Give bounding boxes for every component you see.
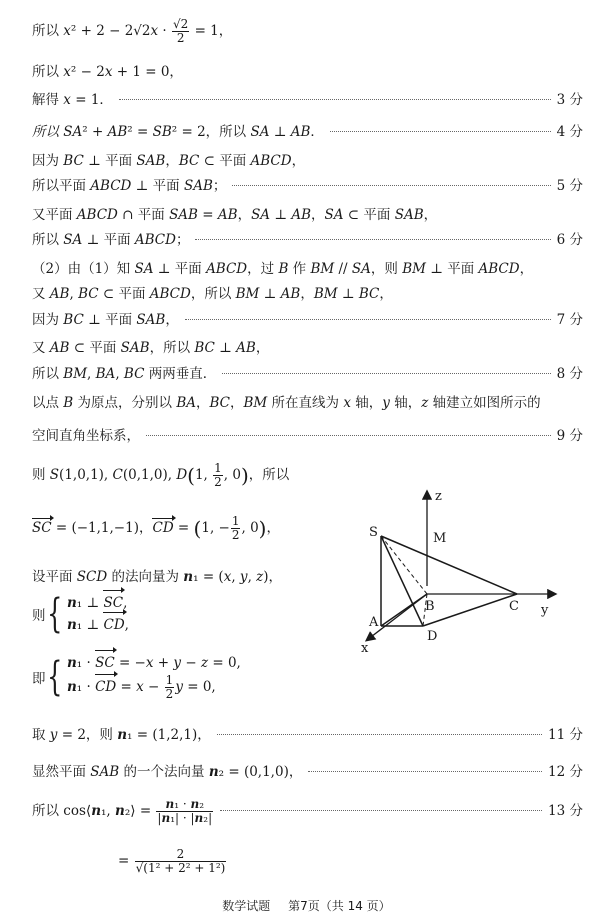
score: 12 分 — [548, 764, 583, 780]
solution-line: 所以 x² + 2 − 2√2x · $\frac{√2}{2}$ = 1， — [32, 17, 233, 45]
solution-line-scored: 取 y = 2，则 n₁ = (1,2,1)， 11 分 — [32, 723, 583, 743]
score: 4 分 — [556, 124, 583, 140]
solution-line: 设平面 SCD 的法向量为 n₁ = (x, y, z)， — [32, 569, 283, 585]
solution-line: （2）由（1）知 SA ⊥ 平面 ABCD，过 B 作 BM // SA，则 BM ⊥ 平面 ABCD， — [32, 261, 534, 277]
solution-line: 因为 BC ⊥ 平面 SAB，BC ⊂ 平面 ABCD， — [32, 153, 306, 169]
score: 13 分 — [548, 803, 583, 819]
solution-line-scored: 因为 BC ⊥ 平面 SAB， 7 分 — [32, 308, 583, 328]
label-z: z — [435, 489, 442, 504]
footer-subject: 数学试题 — [222, 899, 271, 913]
solution-line-scored: 所以 SA² + AB² = SB² = 2，所以 SA ⊥ AB． 4 分 — [32, 120, 583, 140]
solution-line-scored: 所以 cos⟨n₁, n₂⟩ = $\frac{\text{n₁ · n₂}}{\text{|n₁| · |n₂|}}$ 13 分 — [32, 797, 583, 825]
score: 9 分 — [556, 428, 583, 444]
label-C: C — [509, 599, 519, 614]
coordinate-figure — [345, 486, 575, 656]
edge-DC — [423, 594, 517, 626]
solution-line: 以点 B 为原点，分别以 BA，BC，BM 所在直线为 x 轴，y 轴，z 轴建立如图所示的 — [32, 395, 541, 411]
score: 3 分 — [556, 92, 583, 108]
solution-line: 所以 x² − 2x + 1 = 0， — [32, 64, 183, 80]
label-A: A — [369, 615, 379, 630]
solution-line: 则 S(1,0,1), C(0,1,0), D(1, $\frac{1}{2}$ , 0)，所以 — [32, 461, 290, 489]
solution-line-scored: 所以平面 ABCD ⊥ 平面 SAB； 5 分 — [32, 174, 583, 194]
solution-line: SC = (−1,1,−1)，CD = (1, − $\frac{1}{2}$ , 0)， — [32, 514, 280, 542]
solution-line-scored: 空间直角坐标系， 9 分 — [32, 424, 583, 444]
solution-line: 又 AB, BC ⊂ 平面 ABCD，所以 BM ⊥ AB，BM ⊥ BC， — [32, 286, 393, 302]
solution-line: 又 AB ⊂ 平面 SAB，所以 BC ⊥ AB， — [32, 340, 270, 356]
score: 5 分 — [556, 178, 583, 194]
score: 6 分 — [556, 232, 583, 248]
footer-page: 第7页（共 14 页） — [288, 899, 391, 913]
solution-line-scored: 显然平面 SAB 的一个法向量 n₂ = (0,1,0)， 12 分 — [32, 760, 583, 780]
label-x: x — [361, 641, 369, 656]
page-footer — [0, 897, 613, 914]
solution-line: 又平面 ABCD ∩ 平面 SAB = AB，SA ⊥ AB，SA ⊂ 平面 SAB， — [32, 207, 438, 223]
equation-system: 即 { n₁ · SC = −x + y − z = 0, n₁ · CD = x − $\frac{1}{2}$ y = 0, — [32, 653, 241, 701]
label-B: B — [425, 599, 435, 614]
label-y: y — [541, 603, 549, 618]
solution-line-scored: 所以 BM, BA, BC 两两垂直． 8 分 — [32, 362, 583, 382]
score: 7 分 — [556, 312, 583, 328]
score: 11 分 — [548, 727, 583, 743]
score: 8 分 — [556, 366, 583, 382]
label-M: M — [433, 531, 447, 546]
solution-line: = $\frac{2}{\text{√(1² + 2² + 1²)}}$ — [118, 847, 226, 875]
edge-SC — [381, 536, 517, 594]
condition-system: 则 { n₁ ⊥ SC, n₁ ⊥ CD, — [32, 591, 129, 637]
label-D: D — [427, 629, 438, 644]
solution-line-scored: 所以 SA ⊥ 平面 ABCD； 6 分 — [32, 228, 583, 248]
label-S: S — [369, 525, 378, 540]
solution-line-scored: 解得 x = 1． 3 分 — [32, 88, 583, 108]
